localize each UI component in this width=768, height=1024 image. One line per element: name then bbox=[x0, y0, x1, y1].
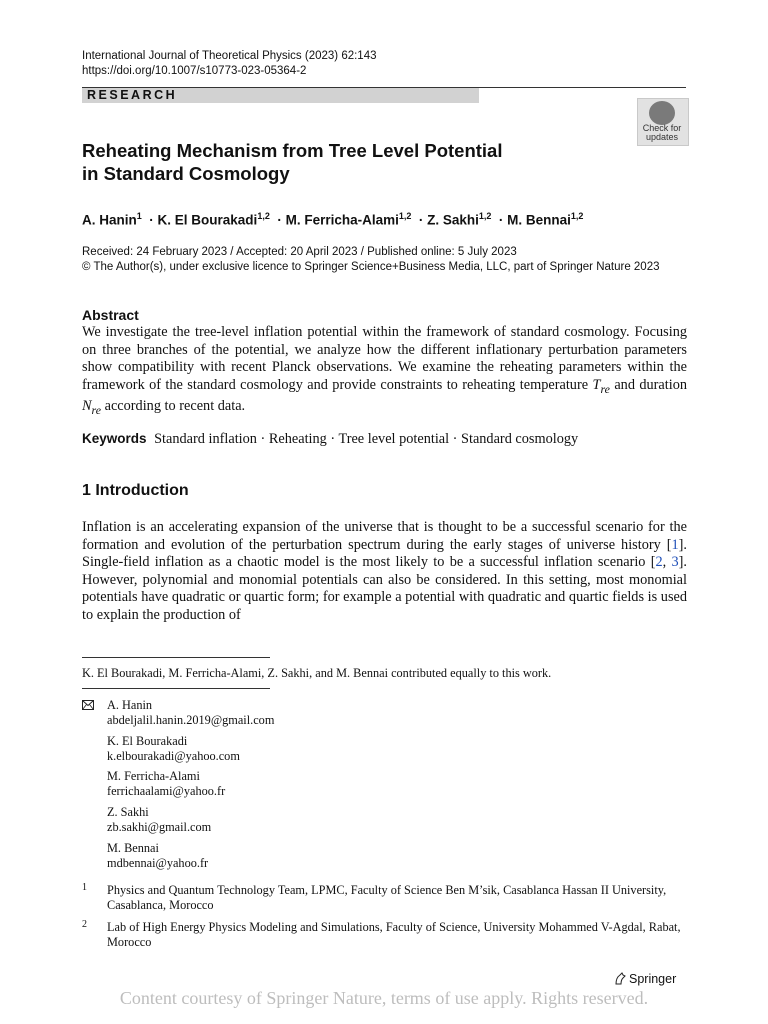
corr-email[interactable]: zb.sakhi@gmail.com bbox=[107, 820, 212, 834]
abstract-text: according to recent data. bbox=[104, 398, 246, 415]
author-affiliation: 1,2 bbox=[398, 211, 412, 221]
abstract-text: We investigate the tree-level inflation potential within the framework of standard cosmology. Focusing on three branches of the potential, we analyze how the different inflationary perturbation parameters show compatibility with recent Planck observations. We examine the reheating parameters within the framework of the standard cosmology and provide constraints to reheating temperature bbox=[82, 324, 687, 393]
publication-dates bbox=[82, 245, 660, 275]
citation-link[interactable]: 1 bbox=[671, 536, 679, 553]
publisher-name: Springer bbox=[629, 972, 677, 986]
math-symbol: T bbox=[592, 376, 601, 393]
author-affiliation: 1 bbox=[136, 211, 142, 221]
abstract-heading: Abstract bbox=[82, 307, 139, 323]
author-affiliation: 1,2 bbox=[570, 211, 584, 221]
intro-text: Inflation is an accelerating expansion of the universe that is thought to be a successful scenario for the formation and evolution of the perturbation spectrum during the early stages of universe history [ bbox=[82, 519, 687, 553]
check-for-updates-label bbox=[637, 124, 687, 142]
author-list: A. Hanin$^1$ · K. El Bourakadi$^{1,2}$ · M. Ferricha-Alami$^{1,2}$ · Z. Sakhi$^{1,2}$ · M. Bennai$^{1,2}$ bbox=[82, 211, 584, 228]
corr-name: M. Ferricha-Alami bbox=[107, 769, 200, 783]
correspondence-entry bbox=[107, 769, 667, 799]
corr-email[interactable]: mdbennai@yahoo.fr bbox=[107, 856, 209, 870]
footnote-rule bbox=[82, 657, 270, 658]
corr-name: M. Bennai bbox=[107, 841, 159, 855]
corr-email[interactable]: ferrichaalami@yahoo.fr bbox=[107, 784, 226, 798]
abstract-body bbox=[82, 324, 687, 420]
keywords-list: Standard inflation · Reheating · Tree level potential · Standard cosmology bbox=[154, 431, 579, 447]
badge-line-1: Check for bbox=[642, 123, 682, 133]
springer-horse-icon bbox=[613, 972, 626, 985]
keywords bbox=[82, 430, 687, 449]
paper-title bbox=[82, 139, 602, 185]
math-t-re bbox=[592, 376, 610, 396]
correspondence-entry bbox=[107, 805, 667, 835]
footnote-rule bbox=[82, 688, 270, 689]
publisher-logo bbox=[613, 972, 676, 986]
correspondence-entry bbox=[107, 841, 667, 871]
author-affiliation: 1,2 bbox=[257, 211, 270, 221]
title-line-1: Reheating Mechanism from Tree Level Potential bbox=[82, 140, 503, 161]
math-subscript: re bbox=[600, 381, 610, 396]
envelope-icon bbox=[82, 700, 94, 710]
journal-citation: International Journal of Theoretical Physics (2023) 62:143 bbox=[82, 50, 377, 62]
math-subscript: re bbox=[91, 403, 102, 418]
citation-link[interactable]: 3 bbox=[671, 554, 679, 571]
keywords-label: Keywords bbox=[82, 431, 147, 446]
math-symbol: N bbox=[82, 398, 92, 415]
affiliation-text: Physics and Quantum Technology Team, LPMC, Faculty of Science Ben M’sik, Casablanca Hassan II University, Casablanca, Morocco bbox=[107, 883, 667, 912]
affiliation-text: Lab of High Energy Physics Modeling and Simulations, Faculty of Science, University Mohammed V-Agdal, Rabat, Morocco bbox=[107, 920, 681, 949]
citation-link[interactable]: 2 bbox=[655, 554, 663, 571]
math-n-re bbox=[82, 398, 102, 418]
corr-name: K. El Bourakadi bbox=[107, 734, 188, 748]
corr-email[interactable]: abdeljalil.hanin.2019@gmail.com bbox=[107, 713, 275, 727]
author-name: M. Ferricha-Alami bbox=[285, 212, 399, 228]
correspondence-entry bbox=[107, 698, 667, 728]
title-line-2: in Standard Cosmology bbox=[82, 163, 290, 184]
doi-link[interactable]: https://doi.org/10.1007/s10773-023-05364-2 bbox=[82, 65, 307, 77]
article-type: RESEARCH bbox=[87, 88, 178, 102]
intro-text: ]. However, polynomial and monomial potentials can also be considered. In this setting, most monomial potentials have quadratic or quartic form; for example a potential with quadratic and quartic fields is used to explain the production of bbox=[82, 554, 688, 623]
abstract-text: and duration bbox=[614, 376, 688, 393]
corr-name: Z. Sakhi bbox=[107, 805, 149, 819]
correspondence-entry bbox=[107, 734, 667, 764]
copyright-line: © The Author(s), under exclusive licence to Springer Science+Business Media, LLC, part of Springer Nature 2023 bbox=[82, 261, 660, 273]
author-name: K. El Bourakadi bbox=[157, 212, 258, 228]
corr-name: A. Hanin bbox=[107, 698, 153, 712]
section-heading: 1 Introduction bbox=[82, 482, 189, 499]
introduction-body bbox=[82, 519, 687, 625]
author-name: A. Hanin bbox=[82, 212, 137, 228]
intro-text: ]. Single-field inflation as a chaotic model is the most likely to be a successful inflation scenario [ bbox=[82, 536, 687, 571]
intro-text: , bbox=[662, 554, 672, 571]
badge-line-2: updates bbox=[645, 132, 679, 142]
contribution-note: K. El Bourakadi, M. Ferricha-Alami, Z. Sakhi, and M. Bennai contributed equally to this work. bbox=[82, 666, 552, 680]
affiliation-number: 2 bbox=[82, 919, 87, 930]
author-name: Z. Sakhi bbox=[427, 212, 479, 228]
history-dates: Received: 24 February 2023 / Accepted: 20 April 2023 / Published online: 5 July 2023 bbox=[82, 246, 517, 258]
check-for-updates-mark bbox=[649, 101, 675, 125]
journal-header bbox=[82, 49, 377, 79]
affiliation-number: 1 bbox=[82, 882, 87, 893]
watermark: Content courtesy of Springer Nature, terms of use apply. Rights reserved. bbox=[119, 988, 649, 1008]
corr-email[interactable]: k.elbourakadi@yahoo.com bbox=[107, 749, 240, 763]
author-affiliation: 1,2 bbox=[478, 211, 492, 221]
author-name: M. Bennai bbox=[507, 212, 571, 228]
